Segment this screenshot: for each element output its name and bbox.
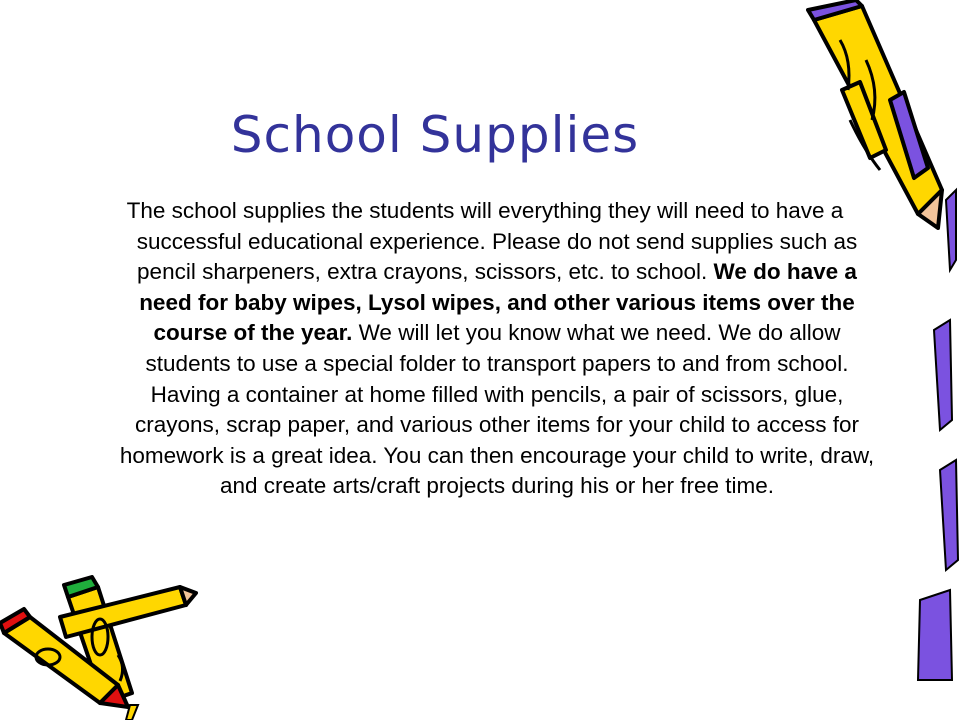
slide-title: School Supplies bbox=[230, 106, 640, 164]
body-text-part2: We will let you know what we need. We do allow students to use a special folder to transport papers to and from school. Having a container at home filled with pencils, a pair of scissors, glue, crayons, scrap paper, and various other items for your child to access for homework is a great idea. You can then encourage your child to write, draw, and create arts/craft projects during his or her free time. bbox=[119, 320, 875, 499]
crayons-clipart-icon bbox=[0, 575, 200, 720]
pencil-clipart-icon bbox=[800, 0, 960, 720]
body-text-bold: We do have a need for baby wipes, Lysol wipes, and other various items over the course of the year. bbox=[139, 259, 857, 346]
body-text-part1: The school supplies the students will everything they will need to have a successful educational experience. Please do not send supplies such as pencil sharpeners, extra crayons, scissors, etc. to school. bbox=[126, 198, 858, 285]
body-paragraph bbox=[90, 196, 880, 502]
